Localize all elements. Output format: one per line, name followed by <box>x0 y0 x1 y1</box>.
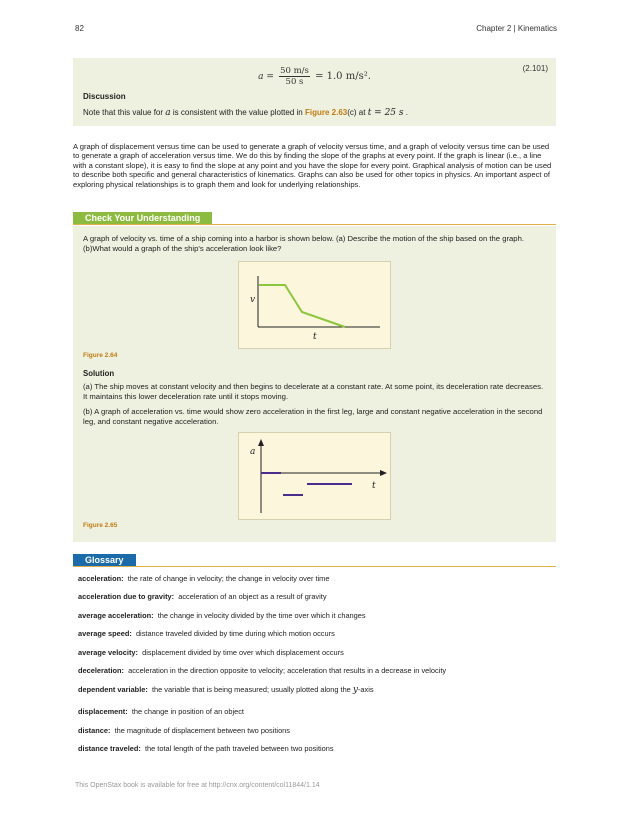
glossary-item <box>78 707 244 716</box>
discussion-variable: a <box>165 108 171 118</box>
t-axis-arrow <box>380 470 387 476</box>
a-axis-label: a <box>250 447 256 457</box>
glossary-item <box>78 629 335 638</box>
section-rule <box>73 224 556 226</box>
discussion-text-part: . <box>405 108 408 117</box>
figure-acceleration-graph <box>238 432 391 520</box>
discussion-text-part: is consistent with the value plotted in <box>172 108 303 117</box>
check-understanding-header <box>73 212 556 225</box>
fraction-numerator: 50 m/s <box>280 66 309 76</box>
check-understanding-title: Check Your Understanding <box>73 212 212 224</box>
figure-link[interactable]: Figure 2.63 <box>304 108 348 117</box>
glossary-term: displacement: <box>78 707 128 716</box>
check-understanding-box <box>73 226 556 542</box>
glossary-definition: the magnitude of displacement between two positions <box>114 726 290 735</box>
glossary-item <box>78 726 290 735</box>
discussion-text <box>83 108 408 118</box>
glossary-variable: y <box>352 685 358 695</box>
glossary-item <box>78 685 374 695</box>
glossary-item <box>78 648 344 657</box>
figure-caption-1: Figure 2.64 <box>83 352 118 359</box>
glossary-title: Glossary <box>73 554 136 566</box>
equation-fraction <box>279 66 310 87</box>
glossary-definition: acceleration in the direction opposite to velocity; acceleration that results in a decrease in velocity <box>128 666 447 675</box>
equation-lhs: a = <box>258 72 274 82</box>
section-rule <box>73 566 556 568</box>
glossary-header <box>73 554 556 567</box>
discussion-heading: Discussion <box>83 92 126 101</box>
glossary-term: dependent variable: <box>78 685 148 694</box>
glossary-definition: acceleration of an object as a result of gravity <box>178 592 327 601</box>
glossary-definition: displacement divided by time over which displacement occurs <box>142 648 344 657</box>
glossary-definition-end: -axis <box>357 685 374 694</box>
glossary-term: average acceleration: <box>78 611 154 620</box>
body-paragraph: A graph of displacement versus time can be used to generate a graph of velocity versus time, and a graph of velocity versus time can be used to generate a graph of acceleration versus time. We do this by finding the slope of the graphs at every point. If the graph is linear (i.e., a line with a constant slope), it is easy to find the slope at any point and you have the slope for every point. Graphical analysis of motion can be used to describe both specific and general characteristics of kinematics. Graphs can also be used for other topics in physics. An important aspect of exploring physical relationships is to graph them and look for underlying relationships. <box>73 142 552 189</box>
fraction-denominator: 50 s <box>285 77 304 87</box>
glossary-item <box>78 611 366 620</box>
glossary-definition: distance traveled divided by time during which motion occurs <box>135 629 335 638</box>
equation-rhs: = 1.0 m/s². <box>315 71 371 82</box>
v-axis-label: v <box>250 295 256 305</box>
glossary-item <box>78 744 334 753</box>
chapter-title: Chapter 2 | Kinematics <box>476 24 557 33</box>
glossary-definition: the change in velocity divided by the time over which it changes <box>157 611 366 620</box>
footer-note: This OpenStax book is available for free at http://cnx.org/content/col11844/1.14 <box>75 782 320 789</box>
t-axis-label: t <box>313 332 317 342</box>
equation-box <box>73 58 556 126</box>
glossary-item <box>78 592 327 601</box>
glossary-term: distance traveled: <box>78 744 141 753</box>
glossary-term: average velocity: <box>78 648 138 657</box>
discussion-text-part: Note that this value for <box>83 108 164 117</box>
glossary-term: average speed: <box>78 629 132 638</box>
t-axis-label: t <box>372 481 376 491</box>
glossary-definition: the total length of the path traveled between two positions <box>144 744 334 753</box>
discussion-text-part: (c) at <box>347 108 366 117</box>
cyu-question: A graph of velocity vs. time of a ship coming into a harbor is shown below. (a) Describe the motion of the ship based on the graph. (b)What would a graph of the ship's acceleration look like? <box>83 234 524 253</box>
equation <box>73 66 556 87</box>
glossary-definition: the variable that is being measured; usually plotted along the <box>151 685 351 694</box>
glossary-term: deceleration: <box>78 666 125 675</box>
acceleration-graph-svg <box>239 433 392 521</box>
glossary-item <box>78 666 446 675</box>
velocity-line <box>259 285 345 327</box>
glossary-item <box>78 574 329 583</box>
velocity-graph-svg <box>239 262 392 350</box>
solution-heading: Solution <box>83 369 115 378</box>
solution-part-a: (a) The ship moves at constant velocity and then begins to decelerate at a constant rate. At some point, its deceleration rate decreases. It maintains this lower deceleration rate until it stops moving. <box>83 382 544 401</box>
solution-part-b: (b) A graph of acceleration vs. time would show zero acceleration in the first leg, large and constant negative acceleration in the second leg, and constant negative acceleration. <box>83 407 543 426</box>
figure-caption-2: Figure 2.65 <box>83 522 118 529</box>
glossary-term: distance: <box>78 726 111 735</box>
glossary-definition: the change in position of an object <box>131 707 244 716</box>
glossary-term: acceleration: <box>78 574 124 583</box>
glossary-definition: the rate of change in velocity; the change in velocity over time <box>127 574 330 583</box>
glossary-term: acceleration due to gravity: <box>78 592 175 601</box>
discussion-equation: t = 25 s <box>367 108 404 118</box>
equation-number: (2.101) <box>522 64 548 73</box>
figure-velocity-graph <box>238 261 391 349</box>
page-number: 82 <box>75 24 84 33</box>
a-axis-arrow <box>258 439 264 446</box>
